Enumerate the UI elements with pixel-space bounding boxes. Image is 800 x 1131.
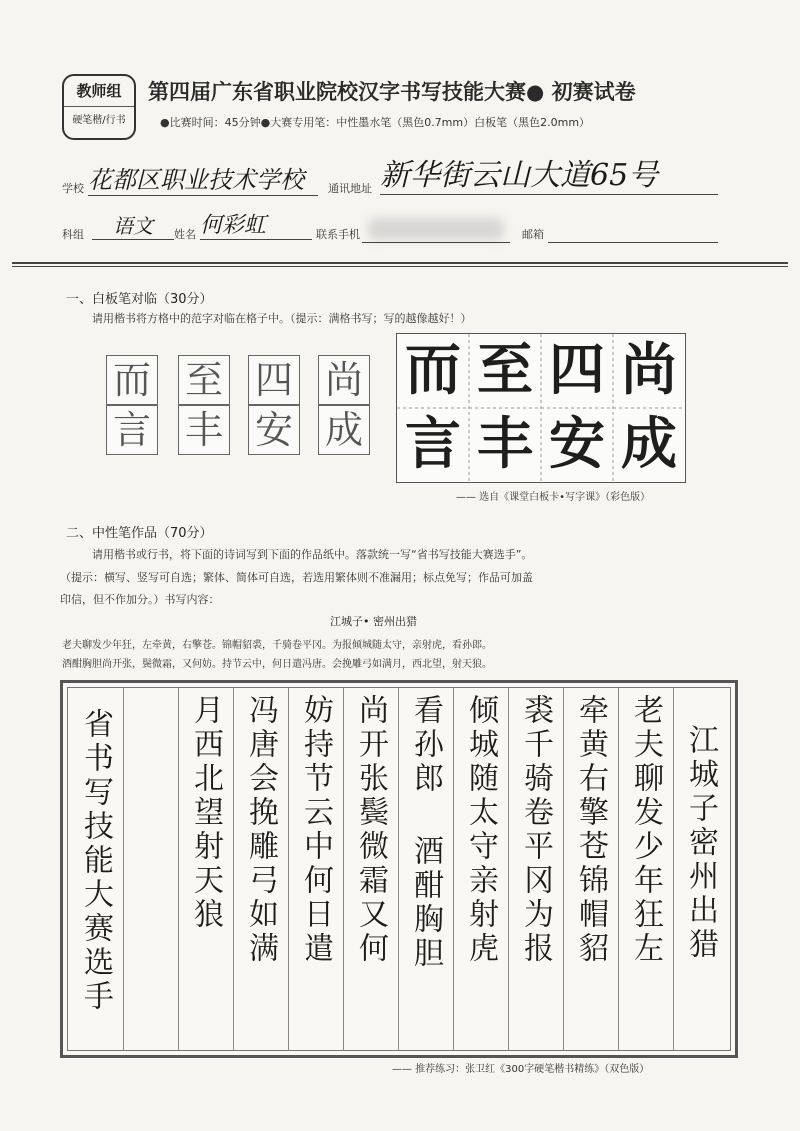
name-value: 何彩虹 [200,208,312,240]
model-char: 成 [621,412,677,477]
school-value: 花都区职业技术学校 [88,160,318,196]
school-label: 学校 [62,182,84,195]
practice-cell [318,405,370,455]
column-rule [123,688,125,1050]
phone-label: 联系手机 [316,228,360,241]
practice-char: 丰 [184,408,223,452]
section2-instruction-1: 请用楷书或行书，将下面的诗词写到下面的作品纸中。落款统一写“省书写技能大赛选手”。 [92,548,533,561]
writing-paper-inner [67,687,731,1051]
address-value: 新华街云山大道65号 [380,150,718,195]
group-badge [62,74,136,140]
poem-column: 尚开张鬓微霜又何 [353,694,388,966]
poem-line-1: 老夫聊发少年狂，左牵黄，右擎苍。锦帽貂裘，千骑卷平冈。为报倾城随太守，亲射虎，看孙郎。 [62,640,492,651]
divider [12,262,788,264]
section2-instruction-3: 印信，但不作加分。）书写内容： [60,593,220,606]
name-label: 姓名 [174,228,196,241]
model-char: 而 [405,338,461,403]
badge-title: 教师组 [64,76,134,107]
section1-heading: 一、白板笔对临（30分） [66,292,213,307]
divider [12,266,788,267]
poem-column: 月西北望射天狼 [188,694,223,932]
model-grid [396,333,686,483]
poem-column: 牵黄右擎苍锦帽貂 [573,694,608,966]
poem-column: 妨持节云中何日遣 [298,694,333,966]
phone-underline [362,242,510,243]
poem-column: 倾城随太守亲射虎 [463,694,498,966]
practice-cell [318,355,370,405]
practice-cell [106,355,158,405]
email-underline [548,242,718,243]
poem-column: 老夫聊发少年狂左 [628,694,663,966]
poem-column: 看孙郎 酒酣胸胆 [408,694,443,971]
model-char: 至 [477,338,533,403]
practice-cell [248,355,300,405]
model-char: 安 [549,412,605,477]
email-label: 邮箱 [522,228,544,241]
practice-char: 安 [254,408,293,452]
practice-cell [248,405,300,455]
signature-column: 省书写技能大赛选手 [78,708,113,1014]
poem-column-title: 江城子密州出猎 [683,724,718,962]
subject-value: 语文 [92,210,174,240]
practice-cell [178,355,230,405]
model-char: 四 [549,338,605,403]
subject-label: 科组 [62,228,84,241]
poem-column: 冯唐会挽雕弓如满 [243,694,278,966]
model-char: 言 [405,412,461,477]
writing-paper [60,680,738,1058]
model-char: 丰 [477,412,533,477]
poem-title: 江城子• 密州出猎 [330,615,417,628]
section2-heading: 二、中性笔作品（70分） [66,526,213,541]
exam-meta: ●比赛时间：45分钟●大赛专用笔：中性墨水笔（黑色0.7mm）白板笔（黑色2.0mm） [160,116,591,129]
poem-column: 裘千骑卷平冈为报 [518,694,553,966]
section1-source: —— 选自《课堂白板卡•写字课》（彩色版） [456,492,651,503]
practice-char: 尚 [324,358,363,402]
section2-instruction-2: （提示：横写、竖写可自选；繁体、简体可自选，若选用繁体则不准漏用；标点免写；作品可加盖 [60,571,533,584]
practice-cell [178,405,230,455]
model-grid-lines [397,334,685,482]
practice-cell [106,405,158,455]
address-label: 通讯地址 [328,182,372,195]
model-char: 尚 [621,338,677,403]
practice-char: 而 [112,358,151,402]
poem-line-2: 酒酣胸胆尚开张，鬓微霜，又何妨。持节云中，何日遣冯唐。会挽雕弓如满月，西北望，射天狼。 [62,659,492,670]
practice-char: 四 [254,358,293,402]
practice-char: 言 [112,408,151,452]
practice-char: 至 [184,358,223,402]
footnote: —— 推荐练习：张卫红《300字硬笔楷书精练》（双色版） [392,1064,650,1075]
section1-instruction: 请用楷书将方格中的范字对临在格子中。（提示：满格书写；写的越像越好！） [92,312,472,325]
redacted-phone [368,218,504,240]
badge-subtitle: 硬笔楷/行书 [72,115,126,126]
practice-char: 成 [324,408,363,452]
exam-title: 第四届广东省职业院校汉字书写技能大赛● 初赛试卷 [148,80,636,104]
